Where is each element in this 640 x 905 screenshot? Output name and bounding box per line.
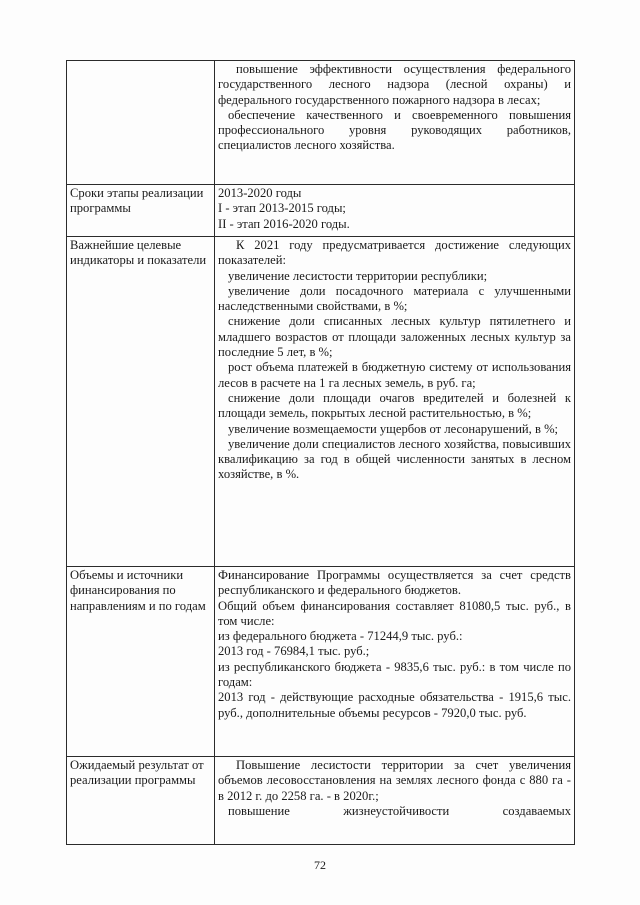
content-paragraph: повышение жизнеустойчивости создаваемых [228, 803, 571, 818]
content-paragraph: 2013 год - 76984,1 тыс. руб.; [218, 644, 370, 659]
content-paragraph: снижение доли списанных лесных культур пятилетнего и младшего возрастов от площади заложенных лесных культур за последние 5 лет, в %; [218, 314, 571, 360]
table-row [67, 757, 575, 845]
content-paragraph: из республиканского бюджета - 9835,6 тыс. руб.: в том числе по годам: [218, 659, 571, 690]
content-paragraph: увеличение доли специалистов лесного хозяйства, повысивших квалификацию за год в общей численности занятых в лесном хозяйстве, в %. [218, 436, 571, 482]
content-paragraph: снижение доли площади очагов вредителей и болезней к площади земель, покрытых лесной растительностью, в %; [218, 390, 571, 421]
content-paragraph: Общий объем финансирования составляет 81080,5 тыс. руб., в том числе: [218, 598, 571, 628]
content-paragraph: Повышение лесистости территории за счет увеличения объемов лесовосстановления на землях лесного фонда с 880 га - в 2012 г. до 2258 га. - в 2020г.; [218, 758, 571, 803]
table-row [67, 567, 575, 757]
content-paragraph: 2013 год - действующие расходные обязательства - 1915,6 тыс. руб., дополнительные объемы ресурсов - 7920,0 тыс. руб. [218, 690, 571, 720]
row-content [215, 567, 575, 757]
row-label: Объемы и источники финансирования по направлениям и по годам [67, 567, 215, 757]
row-label: Сроки этапы реализации программы [67, 185, 215, 237]
row-content [215, 237, 575, 567]
row-content [215, 185, 575, 237]
content-paragraph: К 2021 году предусматривается достижение следующих показателей: [218, 238, 571, 268]
row-content [215, 757, 575, 845]
row-label: Важнейшие целевые индикаторы и показатели [67, 237, 215, 567]
row-label [67, 61, 215, 185]
content-paragraph: увеличение лесистости территории республики; [228, 268, 488, 283]
content-paragraph: обеспечение качественного и своевременного повышения профессионального уровня руководящих работников, специалистов лесного хозяйства. [218, 107, 571, 153]
content-paragraph: Финансирование Программы осуществляется за счет средств республиканского и федерального бюджетов. [218, 568, 571, 598]
table-row [67, 185, 575, 237]
content-paragraph: увеличение возмещаемости ущербов от лесонарушений, в %; [228, 421, 559, 436]
content-paragraph: из федерального бюджета - 71244,9 тыс. руб.: [218, 629, 463, 644]
row-content [215, 61, 575, 185]
table-row [67, 237, 575, 567]
table-row [67, 61, 575, 185]
program-passport-table [66, 60, 575, 845]
content-paragraph: I - этап 2013-2015 годы; [218, 201, 346, 216]
row-label: Ожидаемый результат от реализации программы [67, 757, 215, 845]
content-paragraph: увеличение доли посадочного материала с улучшенными наследственными свойствами, в %; [218, 283, 571, 314]
page-number: 72 [314, 858, 326, 872]
content-paragraph: II - этап 2016-2020 годы. [218, 216, 350, 231]
content-paragraph: рост объема платежей в бюджетную систему от использования лесов в расчете на 1 га лесных земель, в руб. га; [218, 360, 571, 390]
content-paragraph: 2013-2020 годы [218, 186, 302, 200]
content-paragraph: повышение эффективности осуществления федерального государственного лесного надзора (лесной охраны) и федерального государственного пожарного надзора в лесах; [218, 62, 571, 107]
